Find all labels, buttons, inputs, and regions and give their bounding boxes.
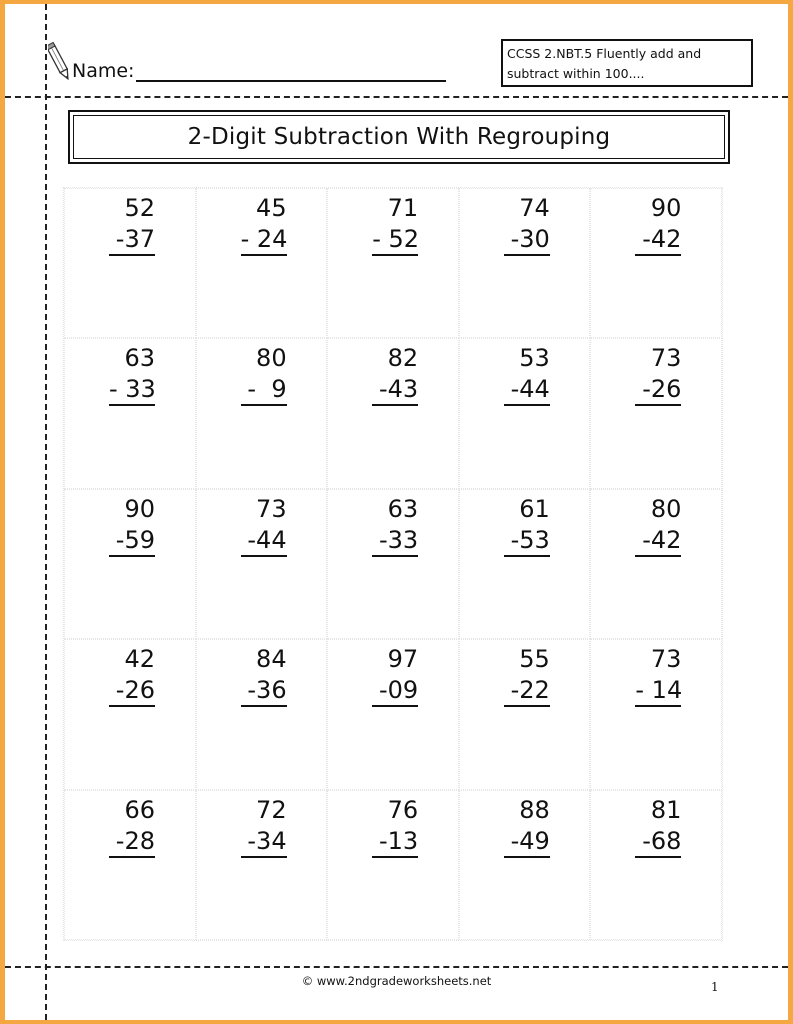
subtrahend: -26 [635, 374, 681, 406]
subtrahend: -42 [635, 224, 681, 256]
minuend: 74 [519, 194, 550, 222]
problem-cell [196, 639, 328, 789]
problem-cell [327, 188, 459, 338]
subtrahend: -42 [635, 525, 681, 557]
minuend: 63 [387, 494, 419, 523]
subtraction-problem [241, 794, 287, 858]
minuend: 55 [519, 645, 550, 674]
problem-cell [327, 338, 459, 488]
subtraction-problem [635, 493, 681, 557]
subtraction-problem [504, 192, 550, 256]
subtrahend: - 14 [635, 675, 681, 707]
subtrahend: - 52 [372, 224, 418, 256]
minuend: 82 [387, 344, 419, 373]
standard-box: CCSS 2.NBT.5 Fluently add and subtract within 100.... [501, 39, 753, 87]
subtrahend: -44 [241, 525, 287, 557]
minuend: 45 [256, 194, 287, 222]
subtrahend: -36 [241, 675, 287, 707]
subtraction-problem [109, 643, 155, 707]
problem-cell [459, 338, 591, 488]
subtraction-problem [372, 342, 418, 406]
subtraction-problem [504, 342, 550, 406]
subtrahend: -22 [504, 675, 550, 707]
subtrahend: - 33 [109, 374, 155, 406]
minuend: 66 [124, 795, 155, 824]
pencil-icon [48, 40, 70, 84]
problem-grid [63, 187, 723, 941]
minuend: 90 [124, 494, 155, 523]
subtraction-problem [635, 794, 681, 858]
subtrahend: -34 [241, 826, 287, 858]
subtrahend: -44 [504, 374, 550, 406]
subtraction-problem [241, 192, 287, 256]
subtraction-problem [372, 493, 418, 557]
minuend: 73 [650, 344, 682, 373]
problem-cell [327, 790, 459, 940]
name-field [72, 58, 446, 82]
page-number: 1 [711, 980, 719, 994]
subtrahend: -13 [372, 826, 418, 858]
subtrahend: -43 [372, 374, 418, 406]
subtrahend: -26 [109, 675, 155, 707]
subtrahend: -30 [504, 224, 550, 256]
minuend: 72 [256, 795, 287, 824]
problem-cell [196, 338, 328, 488]
name-blank-line[interactable] [136, 58, 446, 82]
problem-cell [590, 489, 722, 639]
subtraction-problem [372, 643, 418, 707]
subtrahend: -59 [109, 525, 155, 557]
subtraction-problem [109, 342, 155, 406]
vertical-cut-line [45, 4, 47, 1020]
minuend: 42 [124, 645, 155, 674]
problem-cell [590, 338, 722, 488]
subtraction-problem [635, 342, 681, 406]
problem-cell [64, 790, 196, 940]
subtraction-problem [372, 794, 418, 858]
problem-cell [64, 338, 196, 488]
subtraction-problem [109, 192, 155, 256]
minuend: 63 [124, 344, 155, 373]
problem-cell [327, 639, 459, 789]
subtraction-problem [504, 643, 550, 707]
subtraction-problem [241, 493, 287, 557]
subtrahend: -49 [504, 826, 550, 858]
page-title: 2-Digit Subtraction With Regrouping [73, 115, 725, 159]
subtrahend: -09 [372, 675, 418, 707]
title-box [68, 110, 730, 164]
minuend: 97 [387, 645, 419, 674]
subtraction-problem [241, 342, 287, 406]
subtraction-problem [635, 643, 681, 707]
subtrahend: -28 [109, 826, 155, 858]
subtraction-problem [241, 643, 287, 707]
subtraction-problem [635, 192, 681, 256]
problem-cell [196, 790, 328, 940]
minuend: 80 [256, 344, 287, 373]
problem-cell [459, 639, 591, 789]
problem-cell [459, 188, 591, 338]
minuend: 71 [387, 194, 419, 222]
minuend: 84 [256, 645, 287, 674]
subtraction-problem [109, 794, 155, 858]
top-cut-line [5, 96, 788, 98]
problem-cell [196, 188, 328, 338]
worksheet-page [5, 4, 788, 1020]
subtraction-problem [109, 493, 155, 557]
minuend: 88 [519, 795, 550, 824]
subtraction-problem [504, 493, 550, 557]
problem-cell [590, 790, 722, 940]
minuend: 90 [650, 194, 682, 222]
subtraction-problem [372, 192, 418, 256]
bottom-cut-line [5, 966, 788, 968]
name-label: Name: [72, 60, 135, 82]
problem-cell [590, 188, 722, 338]
copyright-footer: © www.2ndgradeworksheets.net [301, 974, 492, 988]
problem-cell [64, 188, 196, 338]
subtrahend: -53 [504, 525, 550, 557]
problem-cell [64, 489, 196, 639]
subtrahend: - 24 [241, 224, 287, 256]
problem-cell [590, 639, 722, 789]
subtrahend: -33 [372, 525, 418, 557]
minuend: 80 [650, 494, 682, 523]
problem-cell [459, 790, 591, 940]
problem-cell [64, 639, 196, 789]
problem-cell [327, 489, 459, 639]
minuend: 73 [256, 494, 287, 523]
minuend: 53 [519, 344, 550, 373]
minuend: 61 [519, 494, 550, 523]
subtrahend: -37 [109, 224, 155, 256]
minuend: 73 [650, 645, 682, 674]
minuend: 52 [124, 194, 155, 222]
minuend: 81 [650, 795, 682, 824]
problem-cell [196, 489, 328, 639]
subtrahend: - 9 [241, 374, 287, 406]
minuend: 76 [387, 795, 419, 824]
subtrahend: -68 [635, 826, 681, 858]
problem-cell [459, 489, 591, 639]
subtraction-problem [504, 794, 550, 858]
